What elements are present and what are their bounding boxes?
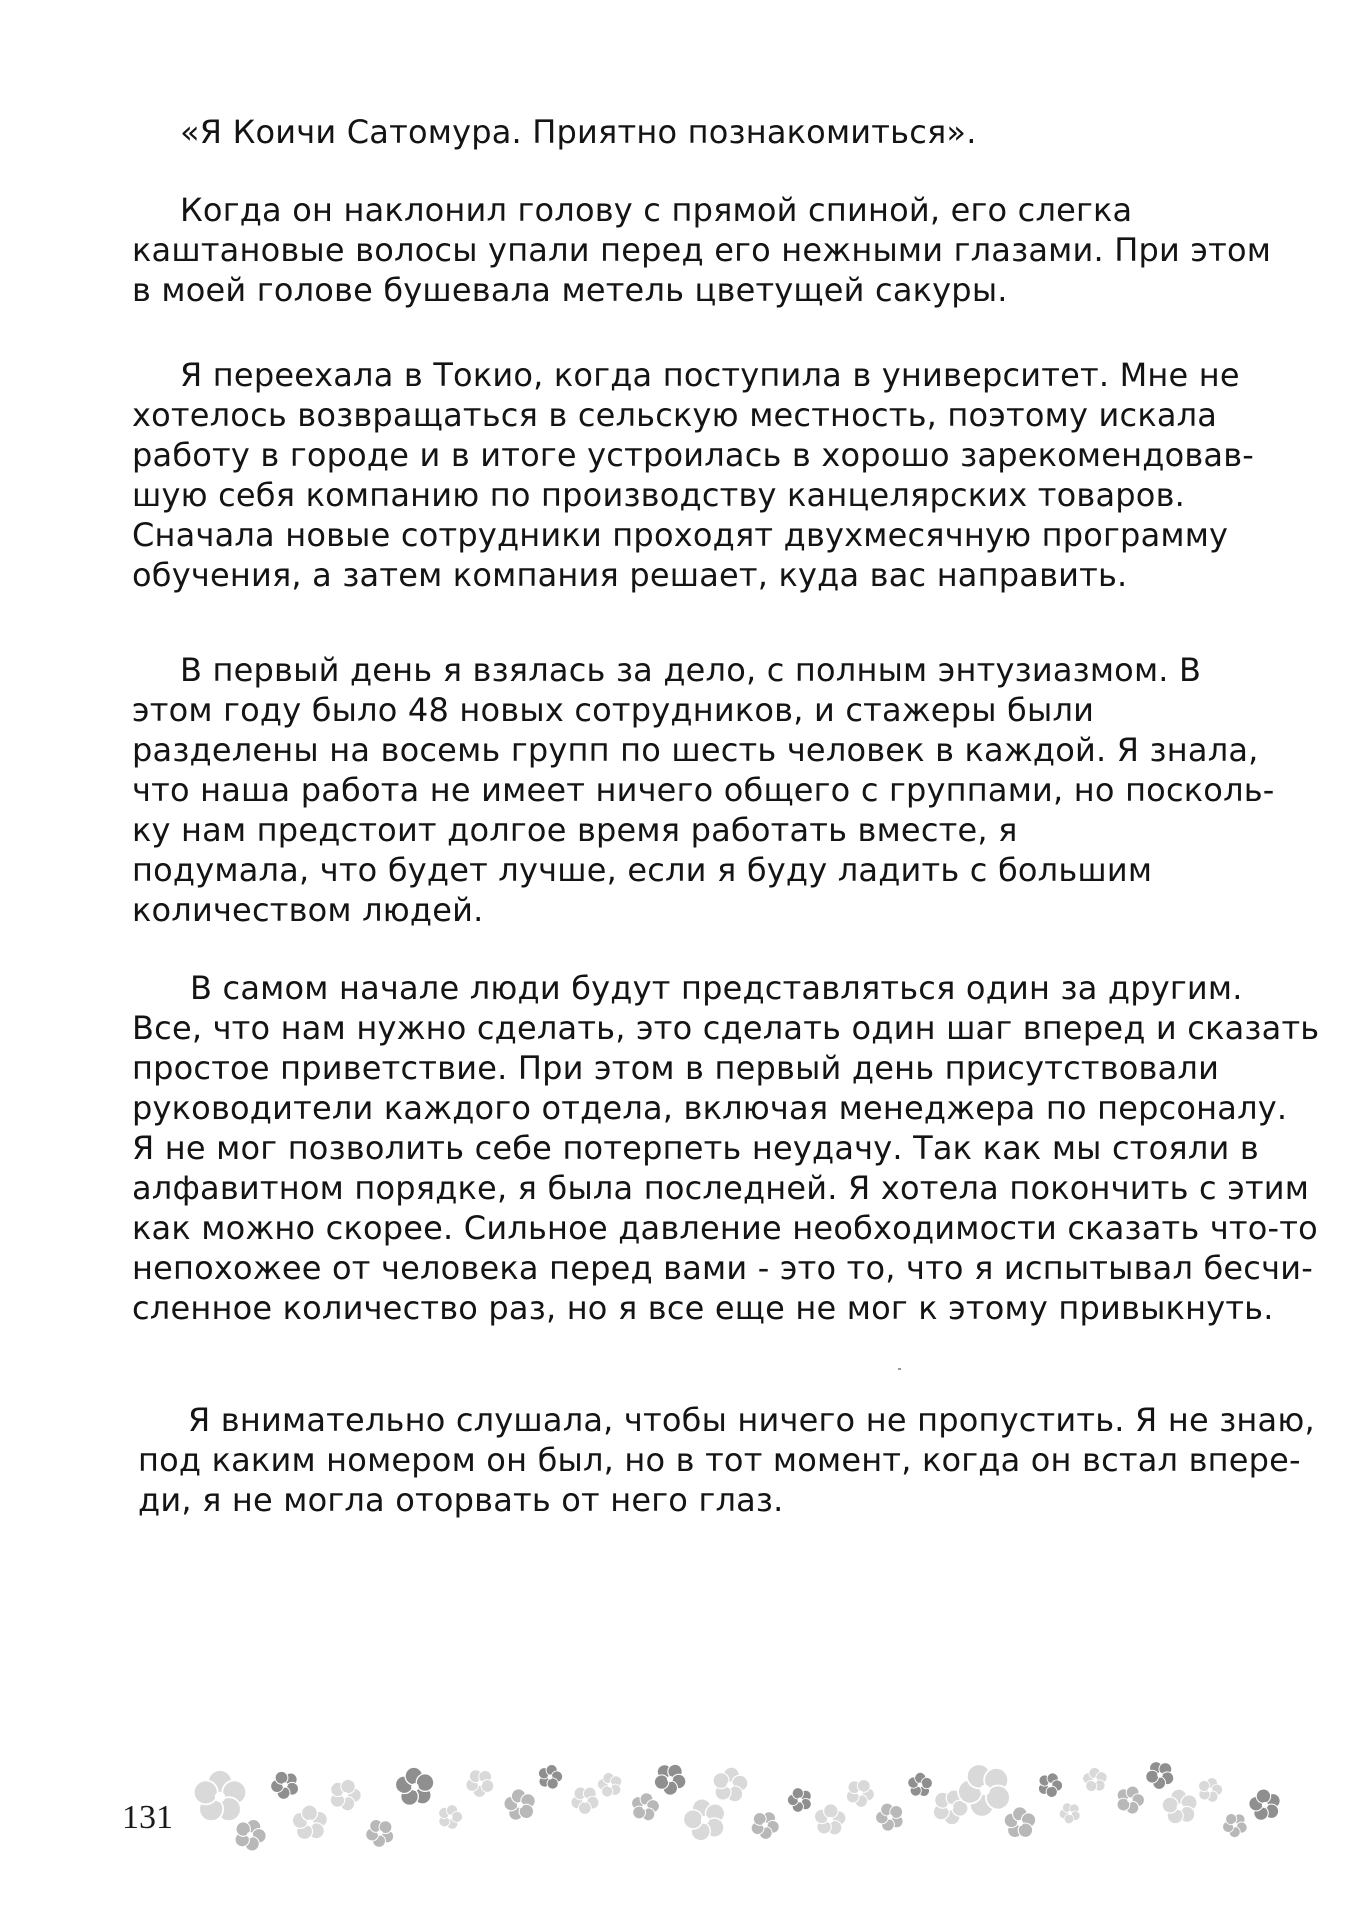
flower-center	[1262, 1802, 1268, 1808]
flower-center	[477, 1780, 483, 1786]
text-line: Все, что нам нужно сделать, это сделать один шаг вперед и сказать	[132, 1009, 1320, 1047]
text-line: Сначала новые сотрудники проходят двухмесячную программу	[132, 516, 1229, 554]
text-line: ди, я не могла оторвать от него глаз.	[138, 1481, 784, 1519]
flower-center	[307, 1820, 314, 1827]
flower-center	[1208, 1788, 1213, 1793]
flower-center	[947, 1804, 954, 1811]
flower-center	[448, 1815, 453, 1820]
flower-center	[1127, 1797, 1133, 1803]
flower-center	[1157, 1772, 1163, 1778]
text-line: В первый день я взялась за дело, с полным энтузиазмом. В	[180, 651, 1202, 689]
text-line: алфавитном порядке, я была последней. Я хотела покончить с этим	[132, 1169, 1310, 1207]
flower-center	[727, 1782, 734, 1789]
text-line: «Я Коичи Сатомура. Приятно познакомиться».	[180, 113, 977, 151]
flower-center	[827, 1817, 833, 1823]
flower-center	[215, 1792, 226, 1803]
flower-center	[918, 1783, 923, 1788]
flower-center	[282, 1782, 288, 1788]
text-line: каштановые волосы упали перед его нежными глазами. При этом	[132, 231, 1272, 269]
flower-row-icon	[190, 1745, 1290, 1865]
text-line: Когда он наклонил голову с прямой спиной, его слегка	[180, 191, 1133, 229]
flower-center	[548, 1775, 553, 1780]
text-line: как можно скорее. Сильное давление необходимости сказать что-то	[132, 1209, 1318, 1247]
text-line: в моей голове бушевала метель цветущей сакуры.	[132, 271, 1008, 309]
flower-center	[642, 1804, 648, 1810]
text-line: работу в городе и в итоге устроилась в хорошо зарекомендовав-	[132, 436, 1255, 474]
text-line: простое приветствие. При этом в первый день присутствовали	[132, 1049, 1220, 1087]
text-line: сленное количество раз, но я все еще не мог к этому привыкнуть.	[132, 1289, 1274, 1327]
text-line: под каким номером он был, но в тот момент, когда он встал впере-	[138, 1441, 1301, 1479]
flower-center	[762, 1822, 768, 1828]
flower-center	[1048, 1783, 1053, 1788]
text-line: подумала, что будет лучше, если я буду ладить с большим	[132, 851, 1153, 889]
flower-center	[517, 1802, 523, 1808]
flower-center	[1068, 1811, 1072, 1815]
flower-center	[247, 1832, 253, 1838]
flower-center	[887, 1814, 893, 1820]
text-line: руководители каждого отдела, включая менеджера по персоналу.	[132, 1089, 1288, 1127]
flower-center	[377, 1830, 383, 1836]
flower-center	[798, 1798, 803, 1803]
flower-center	[1177, 1804, 1184, 1811]
flower-center	[1017, 1820, 1023, 1826]
text-line: шую себя компанию по производству канцелярских товаров.	[132, 476, 1186, 514]
print-speck	[898, 1368, 901, 1370]
text-line: что наша работа не имеет ничего общего с группами, но посколь-	[132, 771, 1275, 809]
flower-center	[980, 1785, 991, 1796]
page-number: 131	[122, 1799, 173, 1836]
text-line: хотелось возвращаться в сельскую местность, поэтому искала	[132, 396, 1218, 434]
flower-center	[342, 1792, 348, 1798]
text-line: В самом начале люди будут представляться один за другим.	[190, 969, 1243, 1007]
flower-center	[701, 1816, 709, 1824]
text-line: обучения, а затем компания решает, куда вас направить.	[132, 556, 1128, 594]
text-line: непохожее от человека перед вами - это то, что я испытывал бесчи-	[132, 1249, 1313, 1287]
flower-center	[608, 1783, 613, 1788]
text-line: разделены на восемь групп по шесть человек в каждой. Я знала,	[132, 731, 1259, 769]
text-line: ку нам предстоит долгое время работать вместе, я	[132, 811, 1018, 849]
flower-center	[1093, 1778, 1098, 1783]
text-line: этом году было 48 новых сотрудников, и стажеры были	[132, 691, 1095, 729]
flower-center	[411, 1783, 419, 1791]
text-line: количеством людей.	[132, 891, 484, 929]
flower-center	[667, 1776, 673, 1782]
text-line: Я внимательно слушала, чтобы ничего не пропустить. Я не знаю,	[188, 1401, 1315, 1439]
text-line: Я не мог позволить себе потерпеть неудачу. Так как мы стояли в	[132, 1129, 1259, 1167]
flower-center	[1233, 1823, 1238, 1828]
flower-center	[582, 1797, 588, 1803]
text-line: Я переехала в Токио, когда поступила в университет. Мне не	[180, 356, 1240, 394]
flower-center	[857, 1790, 863, 1796]
